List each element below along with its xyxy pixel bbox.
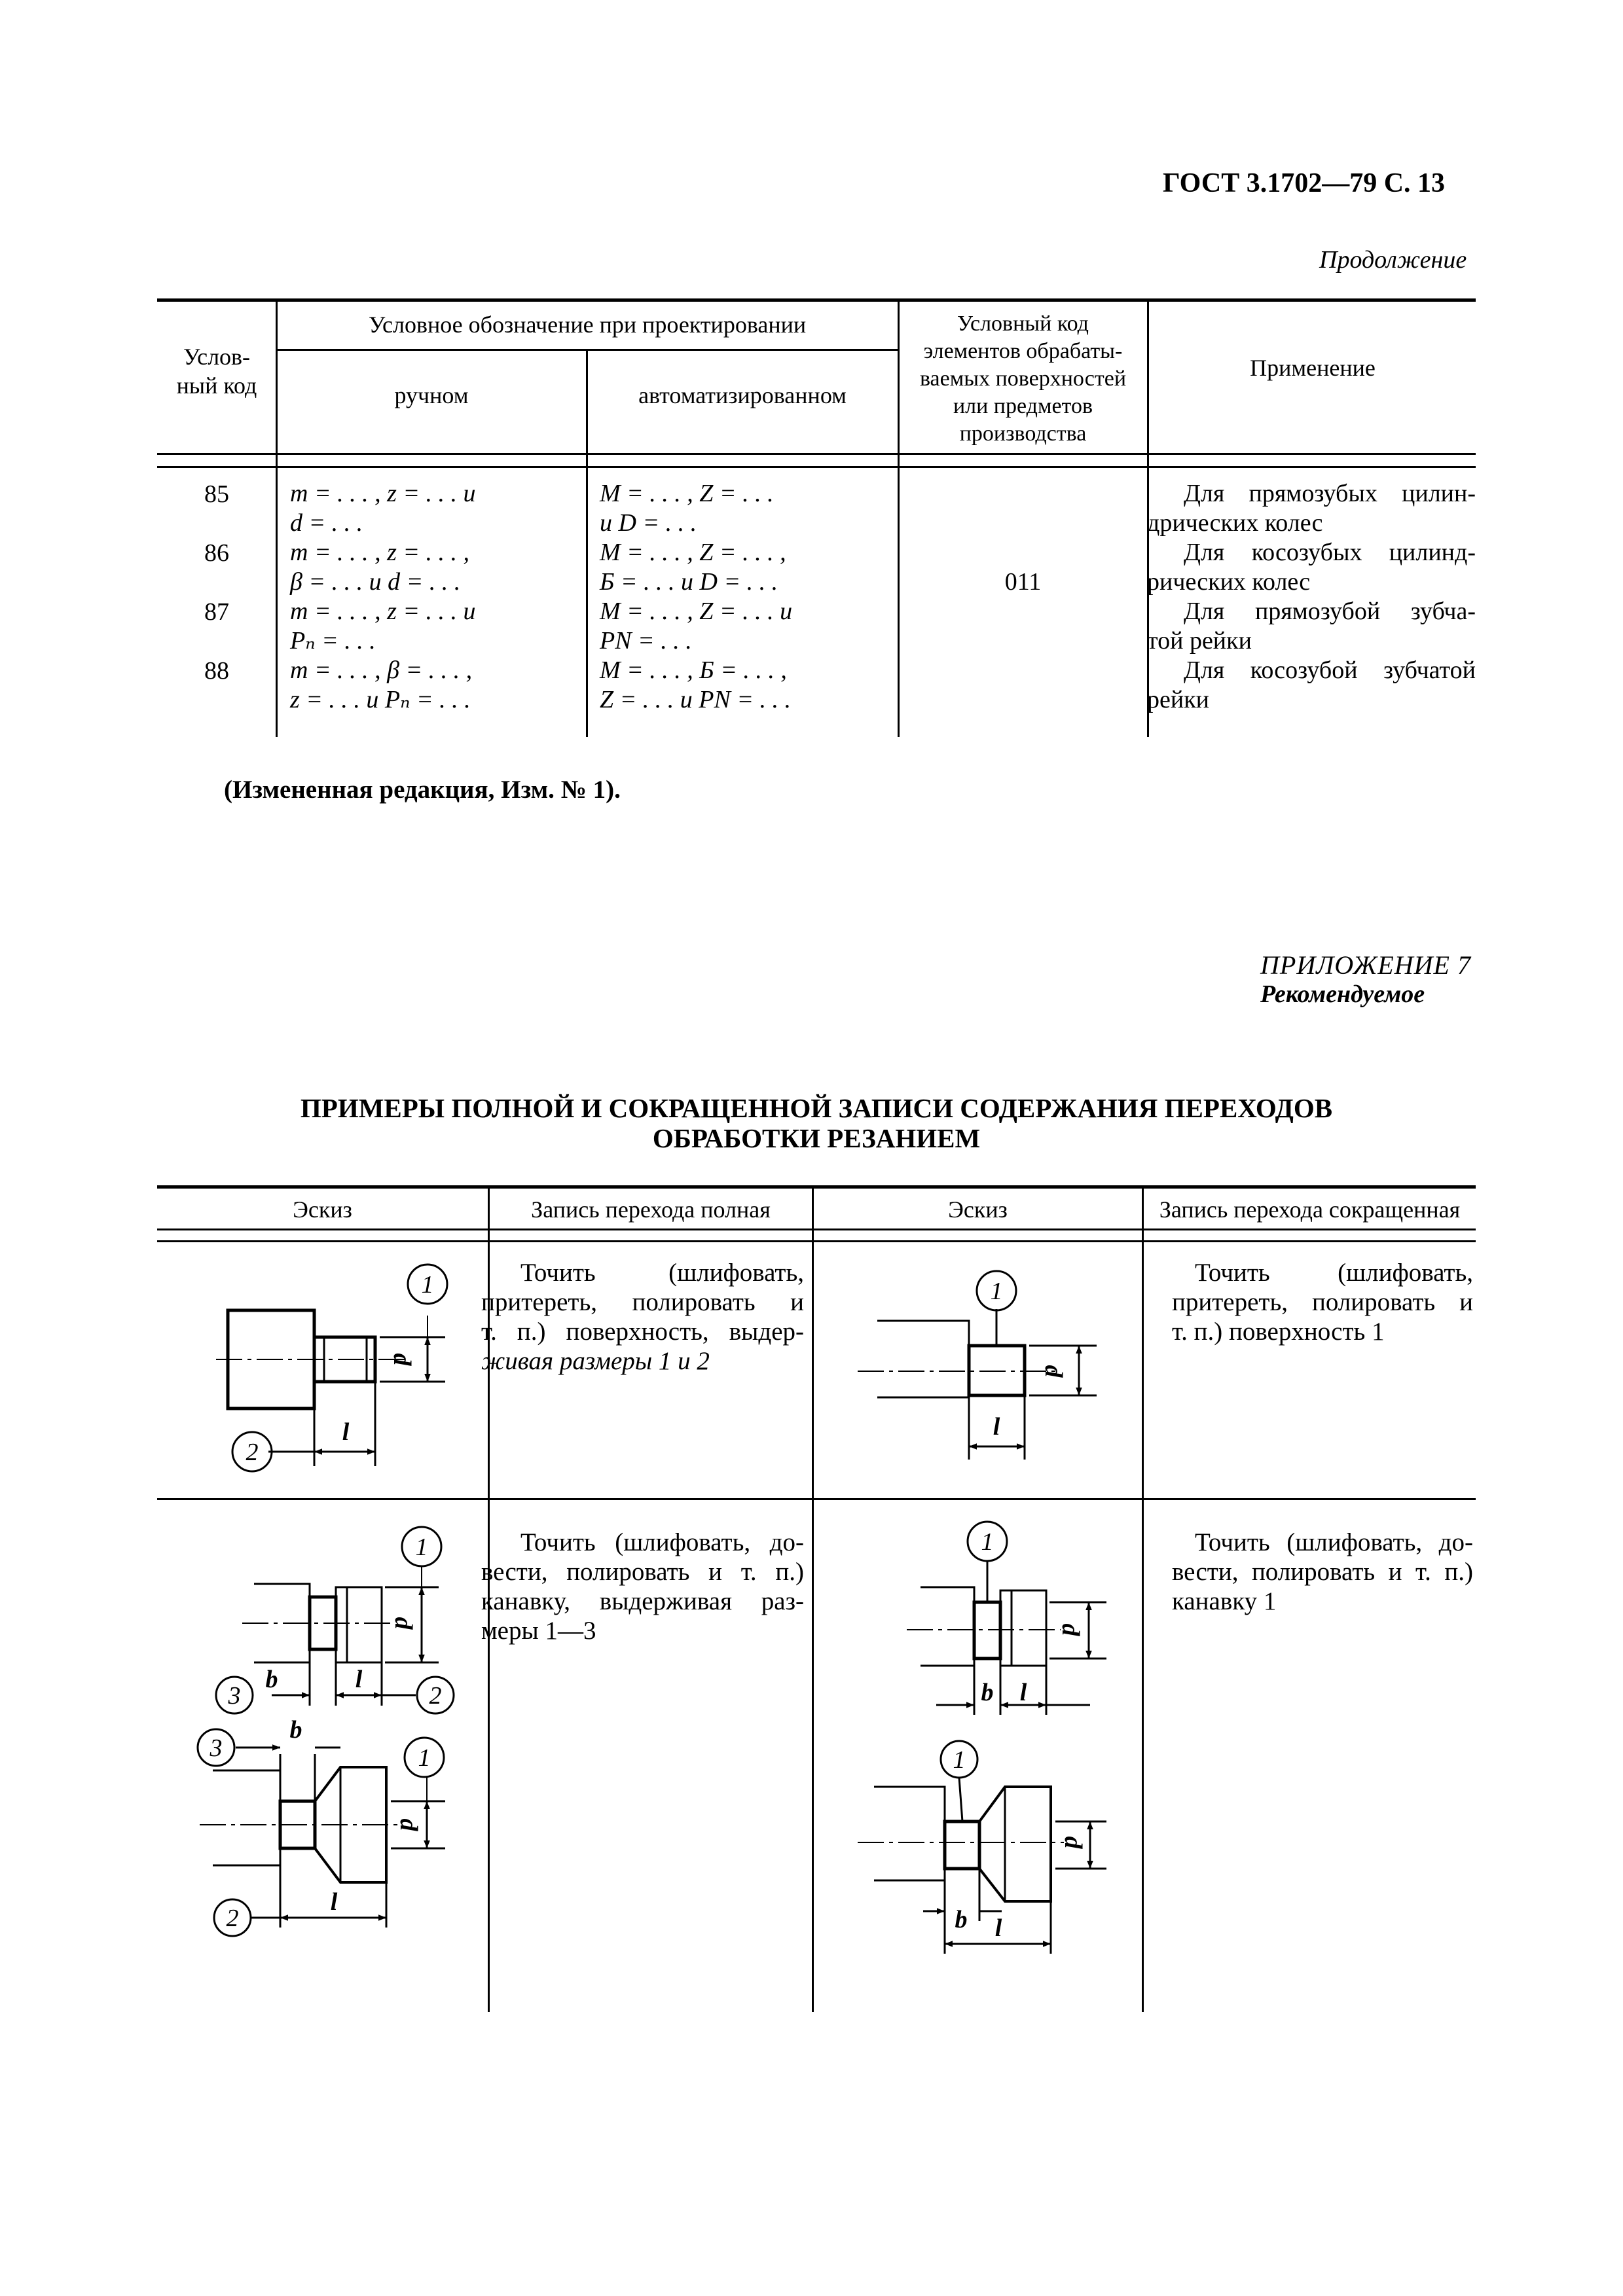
label-b: b xyxy=(981,1679,994,1706)
header-automated: автоматизированном xyxy=(638,382,847,408)
manual-line: z = . . . и Pₙ = . . . xyxy=(290,686,471,713)
application-line: рических колес xyxy=(1147,568,1311,596)
application-line: Для косозубых цилинд- xyxy=(1184,539,1476,566)
document-reference: ГОСТ 3.1702—79 С. 13 xyxy=(1163,168,1446,198)
manual-line: Pₙ = . . . xyxy=(290,627,376,655)
code-87: 87 xyxy=(204,598,229,626)
text-line: живая размеры 1 и 2 xyxy=(481,1347,710,1375)
label-d: d xyxy=(1040,1365,1067,1378)
label-l: l xyxy=(1019,1679,1027,1706)
automated-line: и D = . . . xyxy=(600,509,697,537)
amendment-note: (Измененная редакция, Изм. № 1). xyxy=(224,776,621,804)
header-sketch-2: Эскиз xyxy=(948,1196,1008,1223)
text-line: вести, полировать и т. п.) xyxy=(481,1558,804,1586)
continuation-label: Продолжение xyxy=(1319,246,1467,274)
label-d: d xyxy=(390,1617,417,1630)
label-d: d xyxy=(395,1818,422,1831)
text-line: вести, полировать и т. п.) xyxy=(1172,1558,1473,1586)
label-d: d xyxy=(388,1353,416,1366)
label-l: l xyxy=(342,1418,350,1446)
label-1: 1 xyxy=(418,1744,431,1772)
text-line: Точить (шлифовать, xyxy=(520,1259,804,1287)
label-1: 1 xyxy=(990,1278,1003,1305)
label-3: 3 xyxy=(210,1734,223,1762)
text-line: меры 1—3 xyxy=(481,1617,596,1645)
code-86: 86 xyxy=(204,539,229,567)
application-line: дрических колес xyxy=(1147,509,1323,537)
text-line: т. п.) поверхность, выдер- xyxy=(481,1318,804,1346)
label-d: d xyxy=(1057,1623,1084,1636)
automated-line: M = . . . , Z = . . . , xyxy=(600,539,786,566)
text-line: канавку, выдерживая раз- xyxy=(481,1587,804,1615)
automated-line: Z = . . . и PN = . . . xyxy=(600,686,791,713)
header-application: Применение xyxy=(1250,355,1376,381)
automated-line: Б = . . . и D = . . . xyxy=(600,568,778,596)
appendix-title: ПРИЛОЖЕНИЕ 7 xyxy=(1260,950,1471,980)
text-line: канавку 1 xyxy=(1172,1587,1277,1615)
text-line: притереть, полировать и xyxy=(1172,1288,1473,1316)
automated-line: PN = . . . xyxy=(600,627,692,655)
sketch-groove-short-a xyxy=(907,1522,1106,1715)
label-b: b xyxy=(955,1906,968,1933)
code-88: 88 xyxy=(204,657,229,685)
header-element-code: Условный код элементов обрабаты- ваемых поверхностей или предметов производства xyxy=(919,312,1127,446)
manual-line: m = . . . , β = . . . , xyxy=(290,656,473,684)
section-title-line: ОБРАБОТКИ РЕЗАНИЕМ xyxy=(652,1123,981,1153)
element-code-value: 011 xyxy=(1004,568,1042,596)
label-l: l xyxy=(994,1914,1002,1942)
application-line: рейки xyxy=(1147,686,1209,713)
label-1: 1 xyxy=(415,1534,428,1561)
header-manual: ручном xyxy=(394,382,469,408)
label-l: l xyxy=(355,1666,363,1693)
section-title-line: ПРИМЕРЫ ПОЛНОЙ И СОКРАЩЕННОЙ ЗАПИСИ СОДЕРЖАНИЯ ПЕРЕХОДОВ xyxy=(300,1093,1333,1123)
code-85: 85 xyxy=(204,480,229,508)
manual-line: m = . . . , z = . . . и xyxy=(290,598,476,625)
text-line: притереть, полировать и xyxy=(481,1288,804,1316)
manual-line: d = . . . xyxy=(290,509,363,537)
label-l: l xyxy=(330,1888,338,1916)
manual-line: m = . . . , z = . . . и xyxy=(290,480,476,507)
manual-line: β = . . . и d = . . . xyxy=(290,568,461,596)
automated-line: M = . . . , Z = . . . xyxy=(600,480,774,507)
header-full-record: Запись перехода полная xyxy=(531,1196,771,1223)
header-short-record: Запись перехода сокращенная xyxy=(1159,1196,1461,1223)
label-1: 1 xyxy=(421,1271,434,1299)
manual-line: m = . . . , z = . . . , xyxy=(290,539,470,566)
application-line: Для косозубой зубчатой xyxy=(1184,656,1476,684)
text-line: Точить (шлифовать, xyxy=(1195,1259,1473,1287)
text-line: Точить (шлифовать, до- xyxy=(1195,1528,1473,1556)
label-2: 2 xyxy=(226,1905,239,1932)
header-designation: Условное обозначение при проектировании xyxy=(368,312,807,338)
label-b: b xyxy=(265,1666,278,1693)
label-b: b xyxy=(289,1716,302,1744)
label-2: 2 xyxy=(246,1439,259,1466)
label-3: 3 xyxy=(228,1682,241,1710)
label-2: 2 xyxy=(429,1682,442,1710)
label-d: d xyxy=(1059,1836,1087,1849)
header-code: Услов- ный код xyxy=(176,344,257,399)
label-l: l xyxy=(993,1413,1000,1441)
text-line: Точить (шлифовать, до- xyxy=(520,1528,804,1556)
automated-line: M = . . . , Z = . . . и xyxy=(600,598,793,625)
appendix-subtitle: Рекомендуемое xyxy=(1260,980,1425,1008)
header-sketch-1: Эскиз xyxy=(293,1196,352,1223)
label-1: 1 xyxy=(953,1746,966,1774)
text-line: т. п.) поверхность 1 xyxy=(1172,1318,1385,1346)
application-line: Для прямозубой зубча- xyxy=(1184,598,1476,625)
label-1: 1 xyxy=(981,1528,994,1556)
application-line: Для прямозубых цилин- xyxy=(1184,480,1476,507)
application-line: той рейки xyxy=(1147,627,1252,655)
automated-line: M = . . . , Б = . . . , xyxy=(600,656,787,684)
